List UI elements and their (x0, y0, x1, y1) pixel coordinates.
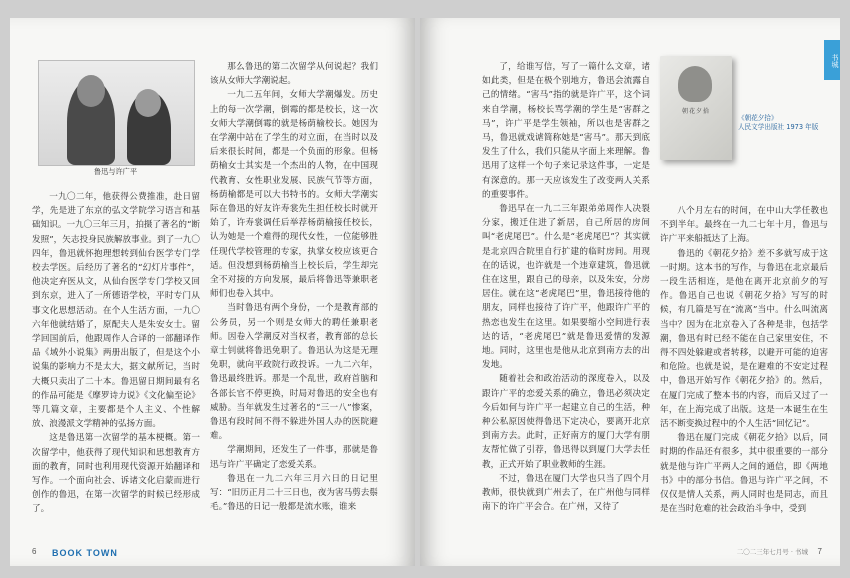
lu-xun-xu-guangping-photo (38, 60, 195, 166)
right-page (420, 18, 840, 566)
book-cover-portrait (678, 66, 712, 102)
paragraph: 不过，鲁迅在厦门大学也只当了四个月教师，很快就到广州去了，在广州他与同样南下的许广平会合。在广州，又待了 (482, 473, 650, 513)
left-column-2 (210, 60, 378, 532)
book-caption-title: 《朝花夕拾》 (738, 114, 778, 122)
right-page-number: 7 (817, 547, 822, 556)
paragraph: 了，给谁写信，写了一篇什么文章，诸如此类，但是在极个别地方，鲁迅会流露自己的情绪。“害马”指的就是许广平，这个词来自学潮，杨校长骂学潮的学生是“害群之马”，许广平是学生领袖，所以也是害群之马，鲁迅就戏谑简称她是“害马”。那天到底发生了什么，我们只能从字面上来理解。鲁迅用了这样一个句子来记录这件事，一定是有深意的。那一天应该发生了改变两人关系的重要事件。 (482, 62, 650, 200)
left-page (10, 18, 415, 566)
paragraph: 这是鲁迅第一次留学的基本梗概。第一次留学中，他获得了现代知识和思想教育方面的教育，同时也利用现代资源开始翻译和写作。一个面向社会、诉诸文化启蒙而进行创作的鲁迅，在第一次留学的时候已经形成了。 (32, 433, 200, 515)
left-page-number: 6 (32, 547, 37, 556)
photo-caption: 鲁迅与许广平 (93, 167, 138, 176)
magazine-info: 二〇二三年七月号 · 书城 (736, 548, 808, 556)
paragraph: 随着社会和政治活动的深度卷入，以及跟许广平的恋爱关系的确立，鲁迅必须决定今后如何与许广平一起建立自己的生活，种种公私原因使得鲁迅下定决心，要离开北京到南方去。此时，正好南方的厦门大学有朋友帮忙做了引荐，鲁迅得以到厦门大学去任教，正式开始了职业教师的生涯。 (482, 374, 650, 470)
right-column-1 (482, 60, 650, 532)
right-column-2 (660, 204, 828, 532)
section-tab: 书城 (824, 40, 840, 80)
book-cover (660, 56, 732, 160)
photo-figure-lu-xun-face (77, 75, 105, 107)
paragraph: 鲁迅在一九二六年三月六日的日记里写：“旧历正月二十三日也，夜为害马剪去鬃毛。”鲁迅的日记一般都是流水账，谁来 (210, 473, 378, 513)
photo-figure-xu-guangping-face (135, 89, 161, 117)
paragraph: 鲁迅在厦门完成《朝花夕拾》以后，同时期的作品还有很多，其中很重要的一部分就是他与许广平两人之间的通信，即《两地书》中的部分书信。鲁迅与许广平之间，不仅仅是情人关系，两人同时也是同志，而且是在当时危难的社会政治斗争中，受到 (660, 433, 828, 515)
paragraph: 学潮期间，还发生了一件事，那就是鲁迅与许广平确定了恋爱关系。 (210, 445, 378, 470)
paragraph: 八个月左右的时间，在中山大学任教也不到半年。最终在一九二七年十月，鲁迅与许广平来船抵达了上海。 (660, 206, 828, 245)
paragraph: 当时鲁迅有两个身份，一个是教育部的公务员，另一个则是女师大的聘任兼职老师。因卷入学潮反对当权者，教育部的总长章士钊就将鲁迅免职了。鲁迅认为这是无理免职，就向平政院行政投诉。一九二六年，鲁迅最终胜诉。那是一个乱世，政府首脑和各部长官不停更换，时局对鲁迅的安全也有威胁。当年就发生过著名的“三一八”惨案，鲁迅有段时间不得不躲进外国人办的医院避难。 (210, 303, 378, 442)
book-image (660, 56, 819, 166)
paragraph: 一九〇二年，他获得公费推准，赴日留学，先是进了东京的弘文学院学习语言和基础知识。一九〇三年三月，拍摄了著名的“断发照”，矢志投身民族解放事业。到了一九〇四年，鲁迅就怀抱理想转到仙台医学专门学校去学医。后经历了著名的“幻灯片事件”，他决定弃医从文，从仙台医学专门学校又回到东京，进入了一所德语学校，平时专门从事文化思想活动。在个人生活方面，一九〇六年他就结婚了，原配夫人是朱安女士。留学回国前后，他跟周作人合译的一部翻译作品《域外小说集》两册出版了，但是这个小说集的影响力不是太大，据文献所记，当时大概只卖出了二十本。鲁迅留日期间最有名的作品可能是《摩罗诗力说》《文化偏至论》等几篇文章，主要都是个人主义、个性解放、浪漫派文学精神的弘扬方面。 (32, 192, 200, 430)
paragraph: 一九二五年间，女师大学潮爆发。历史上的每一次学潮，倒霉的都是校长，这一次女师大学潮倒霉的就是杨荫榆校长。她因为在学潮中站在了学生的对立面，在当时以及后来很长时间，都是一个负面的形象。但杨荫榆女士其实是一个杰出的人物，在中国现代教育、女性职业发展、民族气节等方面，杨荫榆都是可以大书特书的。女师大学潮实际在鲁迅的好友许寿裳先生担任校长时就开始了，许寿裳调任后举荐杨荫榆接任校长，认为她是一个难得的现代女性，一位能够胜任现代学校管理的专家，执掌女校应该更合适。但没想到杨荫榆当上校长后，学生却完全不对接的方向发展，最后将鲁迅等兼职老师们也卷入其中。 (210, 90, 378, 300)
book-caption (738, 114, 840, 132)
book-cover-title: 朝花夕拾 (682, 108, 711, 115)
left-column-1 (32, 190, 200, 532)
paragraph: 那么鲁迅的第二次留学从何说起？我们该从女师大学潮说起。 (210, 62, 378, 87)
book-caption-publisher: 人民文学出版社 1973 年版 (738, 123, 819, 131)
paragraph: 鲁迅的《朝花夕拾》差不多就写成于这一时期。这本书的写作，与鲁迅在北京最后一段生活相连，是他在离开北京前夕的写作。鲁迅自己也说《朝花夕拾》写写的时候，有几篇是写在“流离”当中。什么叫流离当中？因为在北京卷入了各种是非，包括学潮，鲁迅有时已经不能在自己家里安住，不得不四处躲避或者转移，以避开可能的迫害和危险。也就是说，是在避难的不安定过程中，鲁迅开始写作《朝花夕拾》的。然后，在厦门完成了整本书的内容，而后又过了一年，在上海完成了出版。这是一本诞生在生活不断变换过程中的个人生活“回忆记”。 (660, 248, 828, 430)
brand-logo: BOOK TOWN (52, 548, 118, 558)
paragraph: 鲁迅早在一九二三年跟弟弟周作人决裂分家，搬迁住进了新居，自己所居的房间叫“老虎尾巴”。什么是“老虎尾巴”？其实就是北京四合院里自行扩建的临时房间。用现在的话说，也许就是一个违章建筑，鲁迅就住在这里，跟自己的母亲，以及朱安，分房居住。就在这“老虎尾巴”里，鲁迅接待他的朋友，同样也接待了许广平，他跟许广平的热恋也发生在这里。如果要缩小空间进行表达的话，“老虎尾巴”就是鲁迅爱情的发源地。同时，这里也是他从北京到南方去的出发地。 (482, 204, 650, 371)
